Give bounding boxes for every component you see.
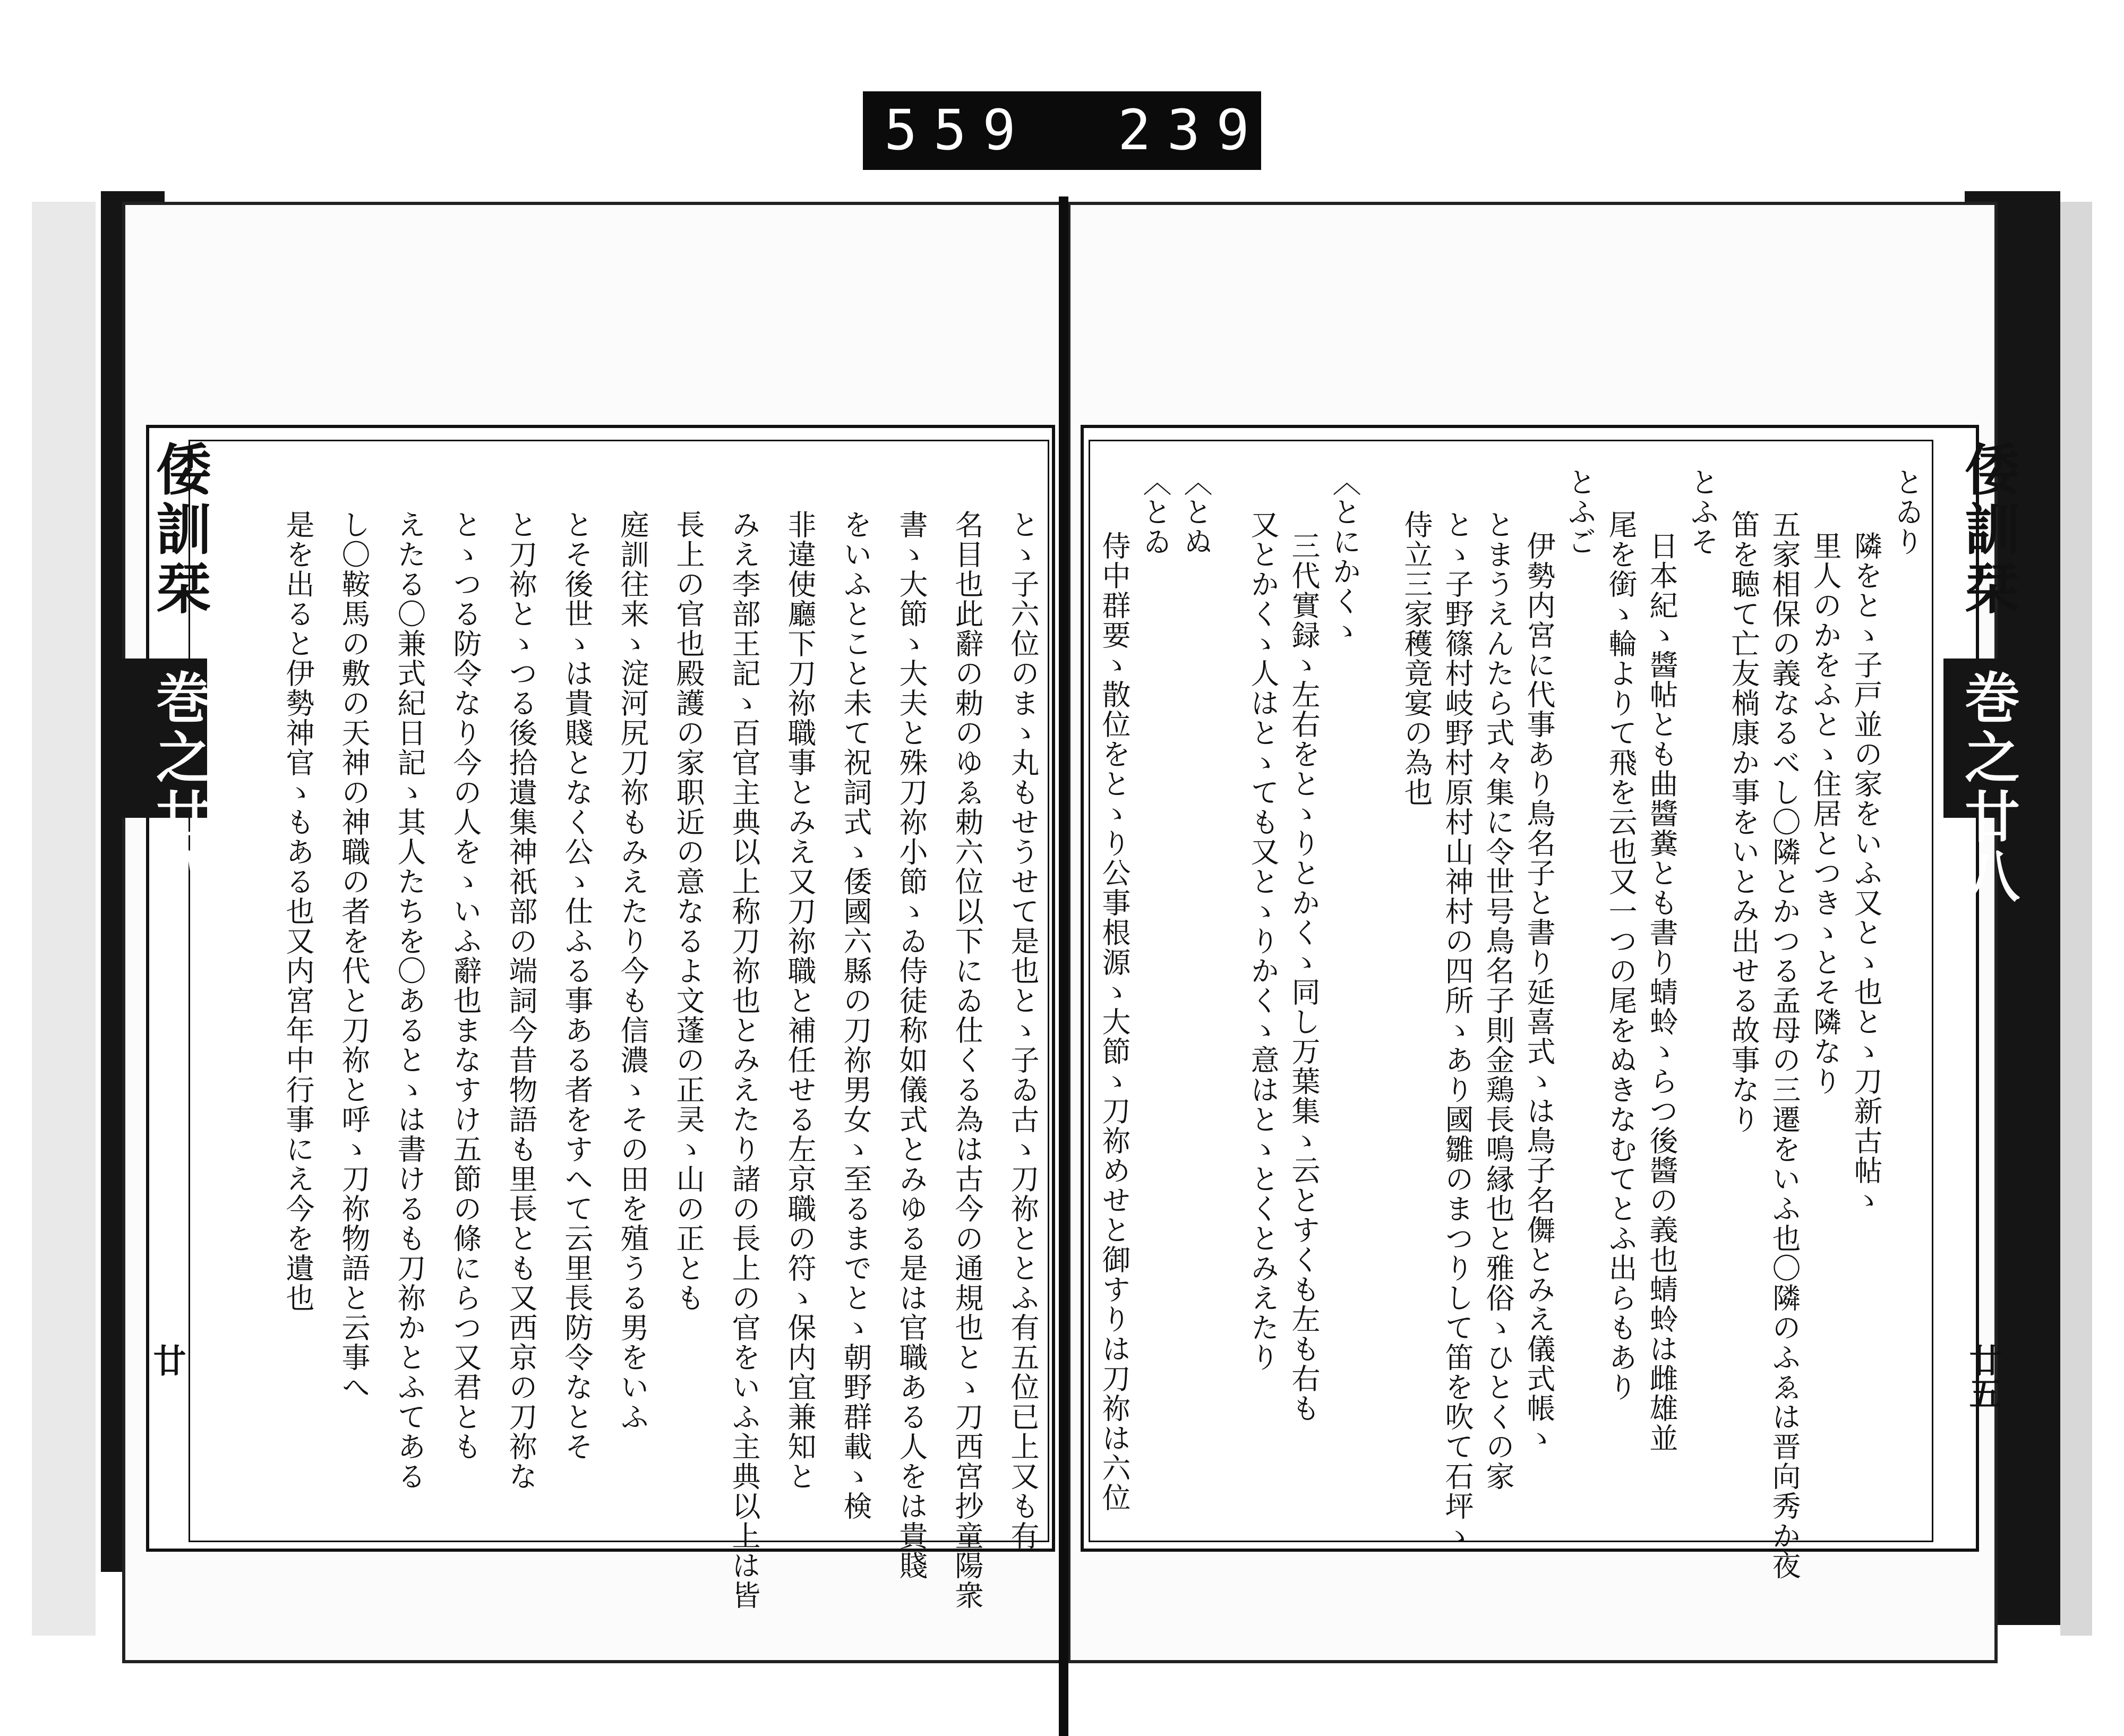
right-page-section: 巻之廿八 bbox=[1955, 669, 2020, 907]
text-column: をいふとこと未て祝詞式ゝ倭國六縣の刀祢男女ゝ至るまでとゝ朝野群載ゝ検 bbox=[839, 510, 872, 1521]
text-column: 侍立三家穫竟宴の為也 bbox=[1400, 510, 1433, 807]
right-page-title: 倭訓栞 bbox=[1955, 441, 2020, 619]
text-column: 又とかくゝ人はとゝても又とゝりかくゝ意はとゝとくとみえたり bbox=[1246, 510, 1280, 1372]
text-column: とゝつる防令なり今の人をゝいふ辭也まなすけ五節の條にらつ又君とも bbox=[449, 510, 482, 1461]
label-right-number: 239 bbox=[1118, 98, 1265, 163]
text-column: 名目也此辭の勅のゆゑ勅六位以下にゐ仕くる為は古今の通規也とゝ刀西宮抄童陽衆 bbox=[950, 510, 984, 1610]
book-gutter bbox=[1059, 196, 1068, 1736]
text-column: とゐり bbox=[1890, 467, 1924, 557]
scan-shadow-right bbox=[2060, 202, 2092, 1636]
text-column: 笛を聴て亡友㭻康か事をいとみ出せる故事なり bbox=[1727, 510, 1760, 1134]
text-column: 〈とゐ bbox=[1138, 467, 1172, 557]
text-column: 侍中群要ゝ散位をとゝり公事根源ゝ大節ゝ刀祢めせと御すりは刀祢は六位 bbox=[1098, 531, 1131, 1512]
text-column: 三代實録ゝ左右をとゝりとかくゝ同し万葉集ゝ云とすくも左も右も bbox=[1287, 531, 1321, 1423]
text-column: と刀祢とゝつる後拾遺集神祇部の端詞今昔物語も里長とも又西京の刀祢な bbox=[504, 510, 538, 1491]
left-page-title: 倭訓栞 bbox=[147, 441, 212, 619]
left-page-section: 巻之廿八 bbox=[147, 669, 212, 907]
text-column: とふご bbox=[1563, 467, 1597, 557]
text-column: 是を出ると伊勢神官ゝもある也又内宮年中行事にえ今を遺也 bbox=[281, 510, 315, 1313]
text-column: 〈とぬ bbox=[1179, 467, 1213, 557]
text-column: とゝ子野篠村岐野村原村山神村の四所ゝあり國雛のまつりして笛を吹て石坪ゝ bbox=[1441, 510, 1474, 1551]
archive-label bbox=[863, 91, 1265, 170]
text-column: とゝ子六位のまゝ丸もせうせて是也とゝ子ゐ古ゝ刀祢ととふ有五位已上又も有 bbox=[1006, 510, 1040, 1551]
text-column: 隣をとゝ子戸並の家をいふ又とゝ也とゝ刀新古帖ゝ bbox=[1849, 531, 1883, 1215]
text-column: し〇鞍馬の敷の天神の神職の者を代と刀祢と呼ゝ刀祢物語と云事へ bbox=[337, 510, 371, 1402]
text-column: とまうえんたら式々集に令世号鳥名子則金鶏長鳴縁也と雅俗ゝひとくの家 bbox=[1481, 510, 1515, 1491]
text-column: 五家相保の義なるべし〇隣とかつる孟母の三遷をいふ也〇隣のふゑは晋向秀か夜 bbox=[1768, 510, 1801, 1580]
scan-shadow-left bbox=[32, 202, 96, 1636]
text-column: えたる〇兼式紀日記ゝ其人たちを〇あるとゝは書けるも刀祢かとふてある bbox=[393, 510, 426, 1491]
text-column: 伊勢内宮に代事あり鳥名子と書り延喜式ゝは鳥子名儛とみえ儀式帳ゝ bbox=[1522, 531, 1556, 1453]
text-column: とそ後世ゝは貴賤となく公ゝ仕ふる事ある者をすへて云里長防令なとそ bbox=[560, 510, 594, 1461]
text-column: とふそ bbox=[1686, 467, 1719, 557]
text-column: 長上の官也殿護の家职近の意なるよ文蓬の正㚑ゝ山の正とも bbox=[672, 510, 705, 1313]
right-folio: 廿五 bbox=[1964, 1344, 2002, 1409]
text-column: みえ李部王記ゝ百官主典以上称刀祢也とみえたり諸の長上の官をいふ主典以上は皆 bbox=[727, 510, 761, 1610]
text-column: 里人のかをふとゝ住居とつきゝとそ隣なり bbox=[1809, 531, 1842, 1096]
text-column: 非違使廳下刀祢職事とみえ又刀祢職と補任せる左京職の符ゝ保内宜兼知と bbox=[783, 510, 817, 1491]
text-column: 庭訓往来ゝ淀河尻刀祢もみえたり今も信濃ゝその田を殖うる男をいふ bbox=[616, 510, 649, 1432]
left-folio: 廿 bbox=[148, 1344, 186, 1376]
text-column: 尾を銜ゝ輪よりて飛を云也又一つの尾をぬきなむてとふ出らもあり bbox=[1604, 510, 1638, 1402]
text-column: 書ゝ大節ゝ大夫と殊刀祢小節ゝゐ侍徒称如儀式とみゆる是は官職ある人をは貴賤 bbox=[895, 510, 928, 1580]
text-column: 〈とにかくゝ bbox=[1328, 467, 1361, 646]
text-column: 日本紀ゝ醬帖とも曲醬糞とも書り蜻蛉ゝらつ後醬の義也蜻蛉は雌雄並 bbox=[1645, 531, 1678, 1453]
label-left-number: 559 bbox=[884, 98, 1032, 163]
